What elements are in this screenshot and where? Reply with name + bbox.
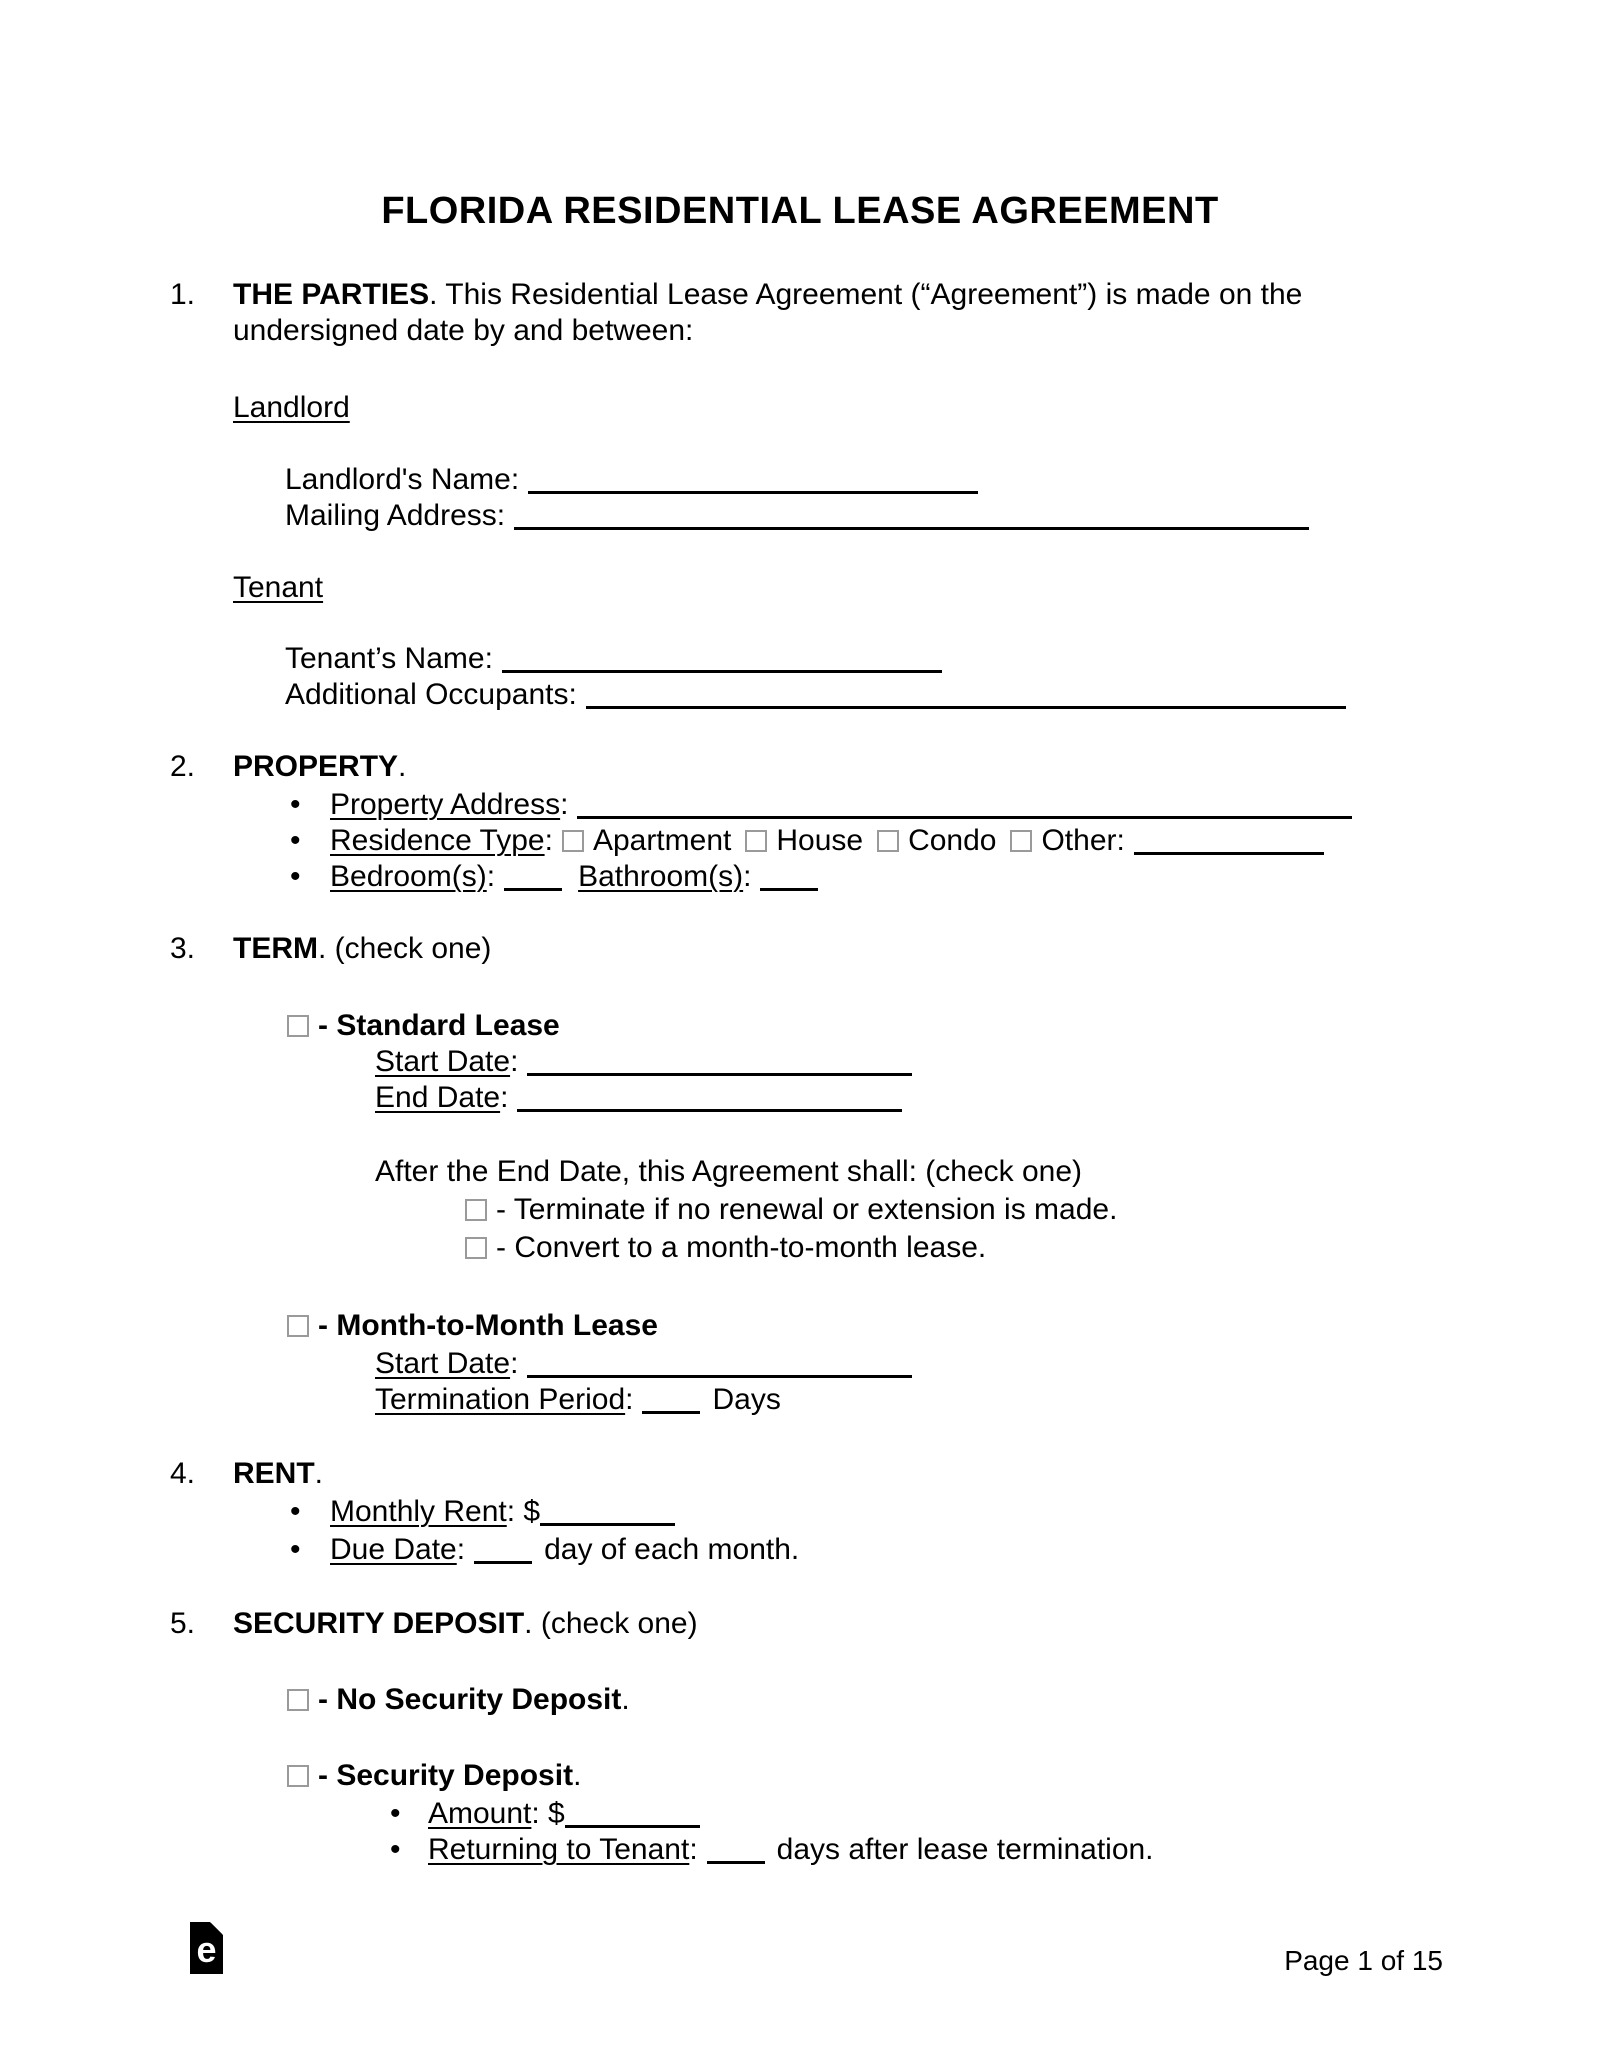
bullet-icon: • bbox=[390, 1797, 401, 1830]
additional-occupants-field[interactable] bbox=[586, 698, 1346, 709]
section-number: 5. bbox=[170, 1607, 196, 1640]
other-residence-field[interactable] bbox=[1134, 844, 1324, 855]
section-term bbox=[170, 931, 491, 967]
no-deposit-checkbox[interactable] bbox=[287, 1689, 309, 1711]
colon: : bbox=[510, 1347, 519, 1380]
standard-lease-row bbox=[287, 1008, 560, 1044]
deposit-return-suffix: days after lease termination. bbox=[776, 1833, 1154, 1866]
tenant-name-field[interactable] bbox=[502, 662, 942, 673]
convert-checkbox[interactable] bbox=[465, 1237, 487, 1259]
due-date-suffix: day of each month. bbox=[544, 1533, 800, 1566]
colon: : bbox=[560, 788, 569, 821]
colon: : bbox=[486, 860, 496, 893]
colon: : bbox=[456, 1533, 466, 1566]
section-deposit-suffix: . (check one) bbox=[524, 1607, 698, 1640]
eforms-logo-letter: e bbox=[196, 1929, 217, 1970]
monthly-rent-row bbox=[290, 1494, 675, 1530]
section-number: 3. bbox=[170, 932, 196, 965]
deposit-return-row bbox=[390, 1832, 1154, 1868]
section-term-suffix: . (check one) bbox=[318, 932, 492, 965]
colon: : bbox=[689, 1833, 698, 1866]
bedrooms-label: Bedroom(s) bbox=[330, 860, 487, 893]
section-number: 4. bbox=[170, 1457, 196, 1490]
section-parties bbox=[170, 277, 1302, 349]
standard-end-date-field[interactable] bbox=[517, 1101, 902, 1112]
deposit-checkbox[interactable] bbox=[287, 1765, 309, 1787]
standard-start-date-field[interactable] bbox=[527, 1065, 912, 1076]
document-title: FLORIDA RESIDENTIAL LEASE AGREEMENT bbox=[381, 190, 1219, 232]
after-end-date-paragraph bbox=[375, 1154, 1082, 1190]
section-rent-heading: RENT bbox=[233, 1457, 315, 1490]
other-checkbox[interactable] bbox=[1010, 830, 1032, 852]
after-end-date-text: After the End Date, this Agreement shall: (check one) bbox=[375, 1155, 1083, 1188]
bullet-icon: • bbox=[290, 860, 301, 893]
standard-lease-label: - Standard Lease bbox=[318, 1009, 560, 1042]
month-to-month-row bbox=[287, 1308, 658, 1344]
due-date-row bbox=[290, 1532, 799, 1568]
termination-period-field[interactable] bbox=[642, 1403, 700, 1414]
landlord-name-row bbox=[285, 462, 978, 498]
tenant-subheading-label: Tenant bbox=[233, 571, 324, 604]
termination-period-label: Termination Period bbox=[375, 1383, 626, 1416]
standard-lease-checkbox[interactable] bbox=[287, 1015, 309, 1037]
section-deposit bbox=[170, 1606, 698, 1642]
residence-type-label: Residence Type bbox=[330, 824, 545, 857]
end-date-label: End Date bbox=[375, 1081, 501, 1114]
m2m-start-date-field[interactable] bbox=[527, 1367, 912, 1378]
bedrooms-field[interactable] bbox=[504, 880, 562, 891]
eforms-logo bbox=[190, 1922, 223, 1974]
terminate-checkbox[interactable] bbox=[465, 1199, 487, 1221]
tenant-subheading bbox=[233, 570, 323, 606]
colon: : bbox=[743, 860, 752, 893]
terminate-option-row bbox=[465, 1192, 1117, 1228]
condo-option-label: Condo bbox=[908, 824, 997, 857]
colon: : bbox=[568, 678, 577, 711]
termination-period-row bbox=[375, 1382, 781, 1418]
house-checkbox[interactable] bbox=[745, 830, 767, 852]
deposit-return-field[interactable] bbox=[707, 1853, 765, 1864]
no-deposit-row bbox=[287, 1682, 630, 1718]
convert-option-label: - Convert to a month-to-month lease. bbox=[496, 1231, 987, 1264]
deposit-return-label: Returning to Tenant bbox=[428, 1833, 690, 1866]
landlord-name-label: Landlord's Name bbox=[285, 463, 511, 496]
apartment-checkbox[interactable] bbox=[562, 830, 584, 852]
section-parties-line2: undersigned date by and between: bbox=[233, 314, 694, 347]
other-option-label: Other bbox=[1041, 824, 1117, 857]
section-number: 1. bbox=[170, 278, 196, 311]
colon: : bbox=[625, 1383, 634, 1416]
m2m-start-date-label: Start Date bbox=[375, 1347, 511, 1380]
days-suffix: Days bbox=[712, 1383, 781, 1416]
due-date-label: Due Date bbox=[330, 1533, 457, 1566]
month-to-month-label: - Month-to-Month Lease bbox=[318, 1309, 658, 1342]
section-number: 2. bbox=[170, 750, 196, 783]
bullet-icon: • bbox=[290, 788, 301, 821]
condo-checkbox[interactable] bbox=[877, 830, 899, 852]
section-property-heading: PROPERTY bbox=[233, 750, 399, 783]
landlord-name-field[interactable] bbox=[528, 483, 978, 494]
monthly-rent-field[interactable] bbox=[540, 1515, 675, 1526]
terminate-option-label: - Terminate if no renewal or extension is made. bbox=[496, 1193, 1118, 1226]
mailing-address-label: Mailing Address bbox=[285, 499, 497, 532]
section-parties-heading: THE PARTIES bbox=[233, 278, 430, 311]
bedrooms-bathrooms-row bbox=[290, 859, 818, 895]
section-deposit-heading: SECURITY DEPOSIT bbox=[233, 1607, 525, 1640]
standard-start-date-row bbox=[375, 1044, 912, 1080]
colon: : bbox=[484, 642, 493, 675]
colon: : bbox=[510, 463, 520, 496]
deposit-amount-row bbox=[390, 1796, 700, 1832]
section-rent bbox=[170, 1456, 323, 1492]
colon: : bbox=[1116, 824, 1125, 857]
no-deposit-label: - No Security Deposit bbox=[318, 1683, 622, 1716]
bathrooms-label: Bathroom(s) bbox=[578, 860, 744, 893]
bullet-icon: • bbox=[290, 824, 301, 857]
landlord-subheading-label: Landlord bbox=[233, 391, 350, 424]
additional-occupants-label: Additional Occupants bbox=[285, 678, 569, 711]
no-deposit-period: . bbox=[621, 1683, 630, 1716]
month-to-month-checkbox[interactable] bbox=[287, 1315, 309, 1337]
property-address-row bbox=[290, 787, 1352, 823]
mailing-address-field[interactable] bbox=[514, 519, 1309, 530]
additional-occupants-row bbox=[285, 677, 1346, 713]
convert-option-row bbox=[465, 1230, 986, 1266]
start-date-label: Start Date bbox=[375, 1045, 511, 1078]
house-option-label: House bbox=[776, 824, 864, 857]
deposit-row bbox=[287, 1758, 581, 1794]
section-property bbox=[170, 749, 406, 785]
deposit-amount-prefix: : $ bbox=[531, 1797, 565, 1830]
deposit-period: . bbox=[573, 1759, 582, 1792]
colon: : bbox=[500, 1081, 509, 1114]
standard-end-date-row bbox=[375, 1080, 902, 1116]
deposit-amount-field[interactable] bbox=[565, 1817, 700, 1828]
section-property-period: . bbox=[398, 750, 407, 783]
monthly-rent-prefix: : $ bbox=[506, 1495, 541, 1528]
colon: : bbox=[496, 499, 506, 532]
residence-type-row bbox=[290, 823, 1324, 859]
section-rent-period: . bbox=[314, 1457, 324, 1490]
due-date-field[interactable] bbox=[474, 1553, 532, 1564]
apartment-option-label: Apartment bbox=[592, 824, 732, 857]
deposit-amount-label: Amount bbox=[428, 1797, 532, 1830]
tenant-name-label: Tenant’s Name bbox=[285, 642, 485, 675]
property-address-field[interactable] bbox=[577, 808, 1352, 819]
deposit-label: - Security Deposit bbox=[318, 1759, 574, 1792]
property-address-label: Property Address bbox=[330, 788, 561, 821]
colon: : bbox=[544, 824, 553, 857]
page-number: Page 1 of 15 bbox=[1284, 1945, 1443, 1976]
monthly-rent-label: Monthly Rent bbox=[330, 1495, 507, 1528]
bathrooms-field[interactable] bbox=[760, 880, 818, 891]
colon: : bbox=[510, 1045, 519, 1078]
section-term-heading: TERM bbox=[233, 932, 318, 965]
section-parties-text bbox=[233, 277, 1302, 349]
section-parties-line1: . This Residential Lease Agreement (“Agreement”) is made on the bbox=[429, 278, 1303, 311]
bullet-icon: • bbox=[390, 1833, 401, 1866]
mailing-address-row bbox=[285, 498, 1309, 534]
m2m-start-date-row bbox=[375, 1346, 912, 1382]
bullet-icon: • bbox=[290, 1495, 301, 1528]
landlord-subheading bbox=[233, 390, 350, 426]
tenant-name-row bbox=[285, 641, 942, 677]
bullet-icon: • bbox=[290, 1533, 301, 1566]
